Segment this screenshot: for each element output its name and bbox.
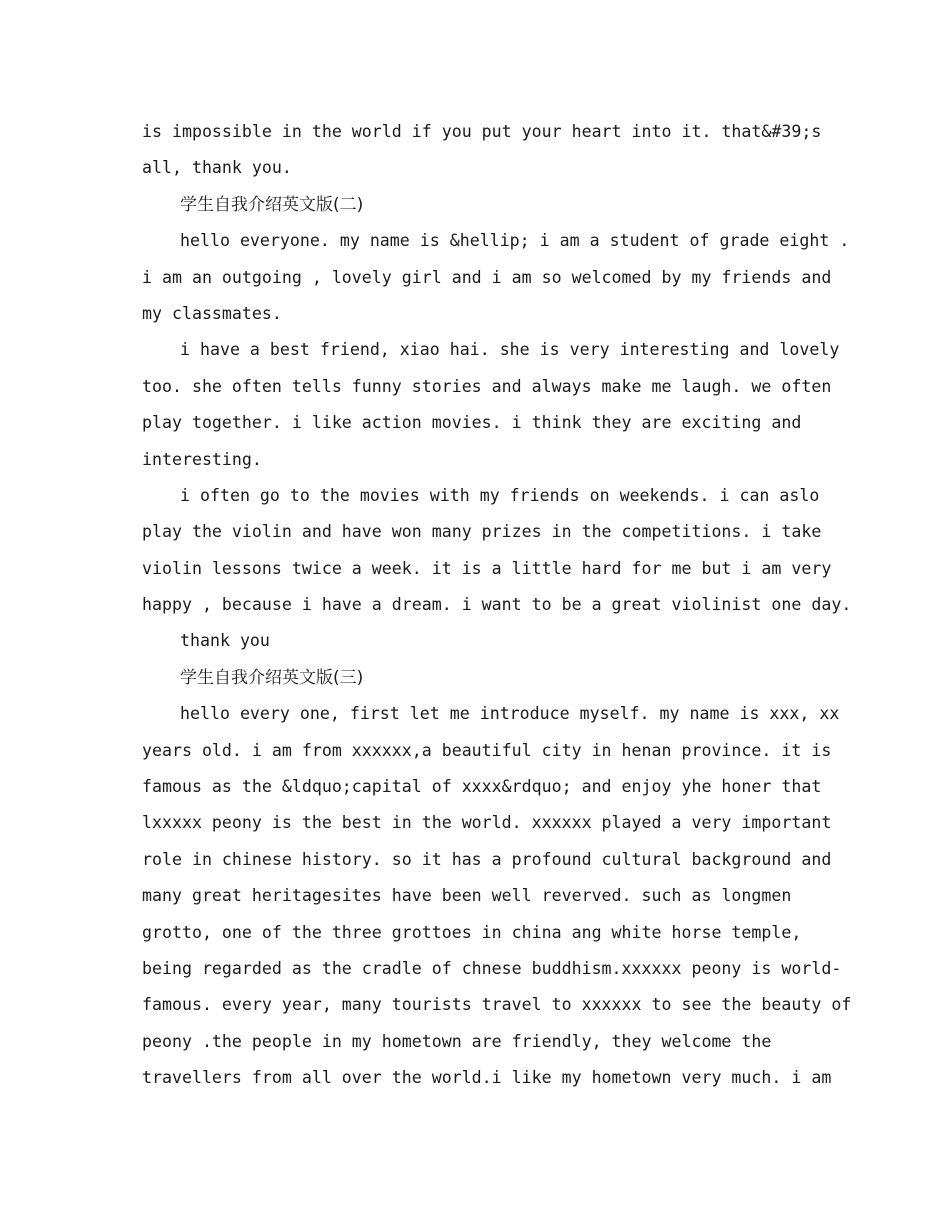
text-line: i am an outgoing , lovely girl and i am so welcomed by my friends and: [142, 267, 832, 287]
text-line: being regarded as the cradle of chnese buddhism.xxxxxx peony is world-: [142, 958, 842, 978]
text-line: play the violin and have won many prizes in the competitions. i take: [142, 522, 822, 542]
section-heading: 学生自我介绍英文版(二): [180, 194, 364, 215]
text-line: is impossible in the world if you put your heart into it. that&#39;s: [142, 122, 822, 141]
text-line: years old. i am from xxxxxx,a beautiful city in henan province. it is: [142, 740, 832, 760]
document-body: [142, 114, 852, 1097]
text-line: role in chinese history. so it has a profound cultural background and: [142, 849, 832, 869]
text-line: play together. i like action movies. i think they are exciting and: [142, 413, 802, 433]
text-line: i often go to the movies with my friends on weekends. i can aslo: [180, 485, 820, 505]
text-line: thank you: [180, 631, 270, 651]
text-line: travellers from all over the world.i like my hometown very much. i am: [142, 1068, 832, 1088]
text-line: interesting.: [142, 449, 262, 469]
text-line: many great heritagesites have been well reverved. such as longmen: [142, 886, 792, 906]
text-line: peony .the people in my hometown are friendly, they welcome the: [142, 1031, 772, 1051]
text-line: too. she often tells funny stories and always make me laugh. we often: [142, 376, 832, 396]
text-line: i have a best friend, xiao hai. she is very interesting and lovely: [180, 340, 840, 360]
text-line: violin lessons twice a week. it is a little hard for me but i am very: [142, 558, 832, 578]
text-line: lxxxxx peony is the best in the world. xxxxxx played a very important: [142, 813, 832, 833]
text-line: famous as the &ldquo;capital of xxxx&rdquo; and enjoy yhe honer that: [142, 777, 822, 797]
text-line: happy , because i have a dream. i want to be a great violinist one day.: [142, 595, 852, 615]
text-line: my classmates.: [142, 303, 282, 323]
text-line: famous. every year, many tourists travel to xxxxxx to see the beauty of: [142, 995, 852, 1015]
text-line: all, thank you.: [142, 158, 292, 178]
text-line: hello everyone. my name is &hellip; i am a student of grade eight .: [180, 231, 850, 251]
text-line: grotto, one of the three grottoes in china ang white horse temple,: [142, 922, 802, 942]
section-heading: 学生自我介绍英文版(三): [180, 667, 364, 688]
text-line: hello every one, first let me introduce myself. my name is xxx, xx: [180, 704, 840, 724]
